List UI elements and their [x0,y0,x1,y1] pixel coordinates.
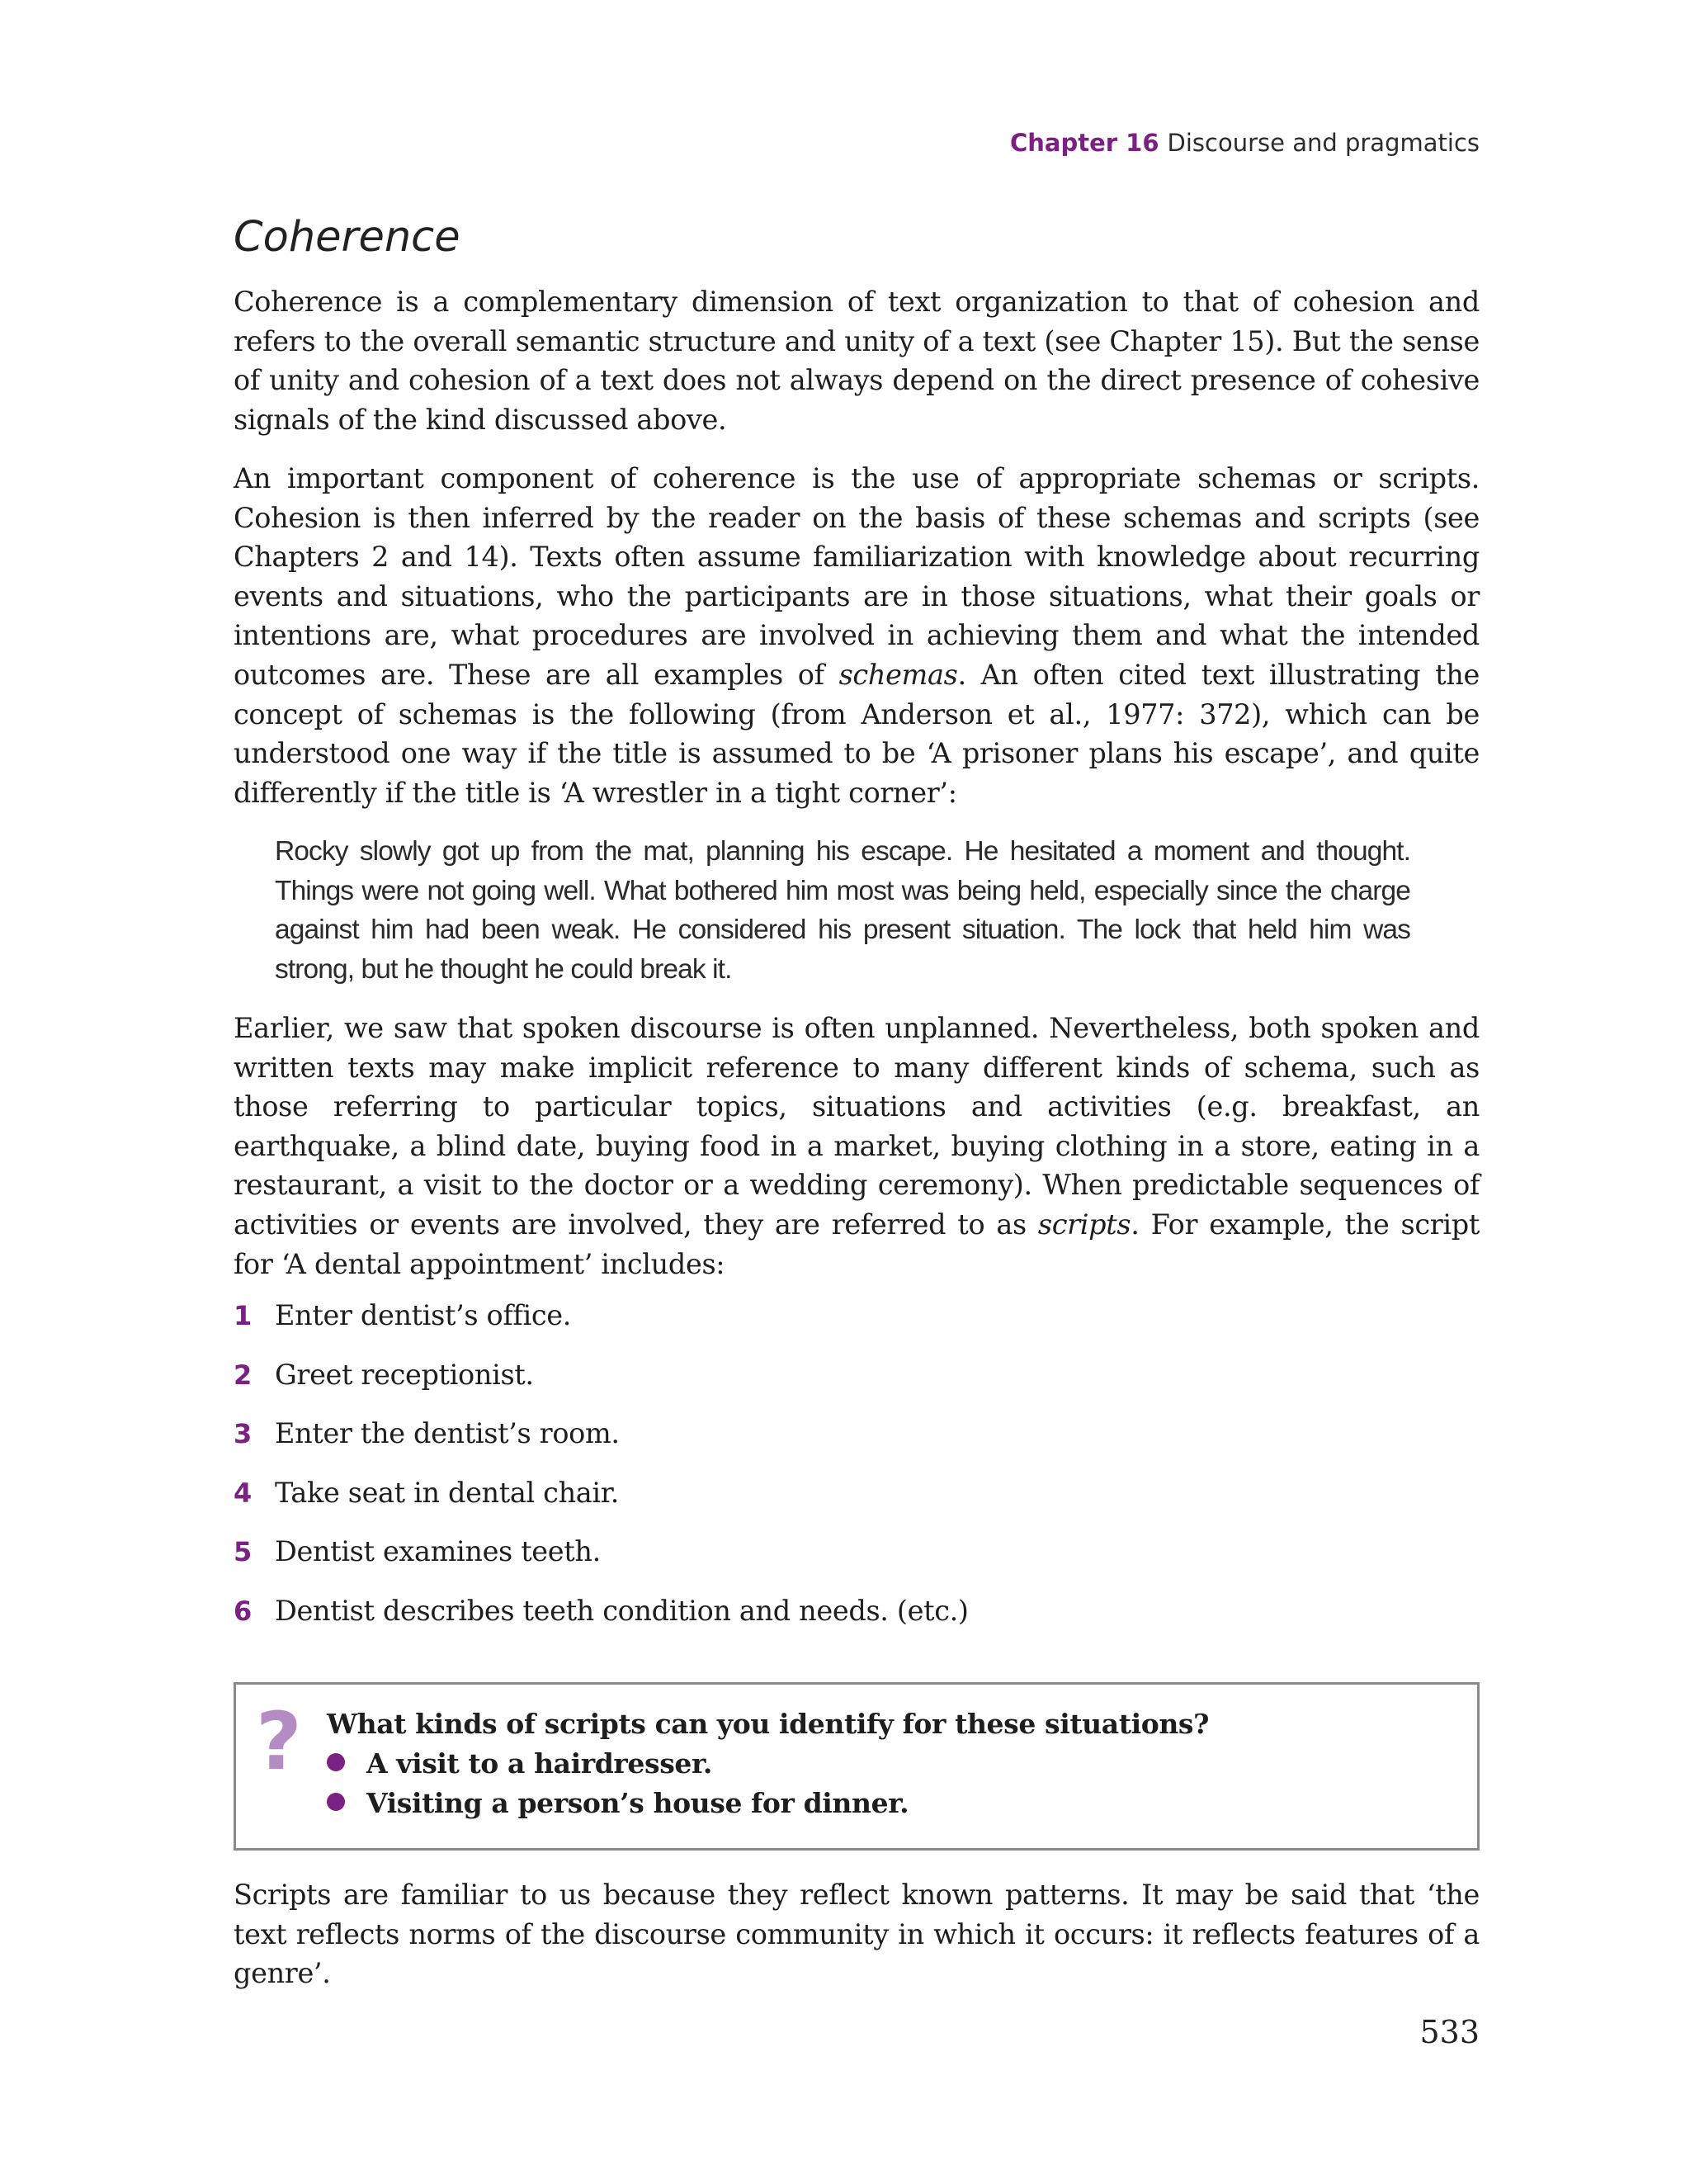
bullet-icon [327,1753,345,1771]
list-item [234,1355,969,1415]
paragraph-scripts [234,1009,1480,1283]
step-number: 2 [234,1359,252,1391]
question-item-text: Visiting a person’s house for dinner. [366,1786,909,1819]
script-steps-list [234,1296,969,1650]
list-item [234,1296,969,1355]
chapter-number: Chapter 16 [1010,129,1159,157]
question-text: What kinds of scripts can you identify for these situations? [327,1708,1210,1740]
step-number: 3 [234,1418,252,1449]
paragraph-genre: Scripts are familiar to us because they reflect known patterns. It may be said that ‘the text reflects norms of the discourse community in which it occurs: it reflects features of a genre’. [234,1879,1480,1990]
list-item [234,1473,969,1533]
step-text: Dentist examines teeth. [275,1535,601,1567]
emphasis-scripts: scripts [1037,1208,1131,1241]
section-title: Coherence [234,213,460,262]
question-box [234,1682,1480,1851]
list-item [327,1744,909,1784]
page-number: 533 [1419,2014,1480,2050]
question-mark-icon: ? [256,1695,302,1788]
question-items [327,1744,909,1822]
block-quote: Rocky slowly got up from the mat, planning his escape. He hesitated a moment and thought. Things were not going well. What bothered him most was being held, especially since the charge against him had been weak. He considered his present situation. The lock that held him was strong, but he thought he could break it. [275,836,1410,985]
paragraph-text: An important component of coherence is the use of appropriate schemas or scripts. Cohesion is then inferred by the reader on the basis of these schemas and scripts (see Chapters 2 and 14). Texts often assume familiarization with knowledge about recurring events and situations, who the participants are in those situations, what their goals or intentions are, what procedures are involved in achieving them and what the intended outcomes are. These are all examples of [234,462,1480,691]
list-item [234,1532,969,1591]
step-text: Take seat in dental chair. [275,1476,620,1509]
emphasis-schemas: schemas [838,658,958,691]
paragraph-schemas [234,459,1480,812]
chapter-title: Discourse and pragmatics [1167,129,1480,157]
step-number: 1 [234,1300,252,1331]
paragraph-coherence-intro: Coherence is a complementary dimension of text organization to that of cohesion and refers to the overall semantic structure and unity of a text (see Chapter 15). But the sense of unity and cohesion of a text does not always depend on the direct presence of cohesive signals of the kind discussed above. [234,286,1480,436]
step-text: Greet receptionist. [275,1358,534,1391]
list-item [234,1591,969,1651]
step-text: Dentist describes teeth condition and needs. (etc.) [275,1594,969,1627]
paragraph-text: . For example, the script for ‘A dental appointment’ includes: [234,1208,1480,1280]
step-text: Enter dentist’s office. [275,1299,572,1331]
step-text: Enter the dentist’s room. [275,1417,620,1449]
paragraph-text: . An often cited text illustrating the concept of schemas is the following (from Anderson et al., 1977: 372), which can be understood one way if the title is assumed to be ‘A prisoner plans his escape’, and quite differently if the title is ‘A wrestler in a tight corner’: [234,658,1480,809]
bullet-icon [327,1793,345,1811]
paragraph-text: Earlier, we saw that spoken discourse is often unplanned. Nevertheless, both spoken and written texts may make implicit reference to many different kinds of schema, such as those referring to particular topics, situations and activities (e.g. breakfast, an earthquake, a blind date, buying food in a market, buying clothing in a store, eating in a restaurant, a visit to the doctor or a wedding ceremony). When predictable sequences of activities or events are involved, they are referred to as [234,1012,1480,1241]
list-item [327,1784,909,1823]
running-head [1010,129,1480,157]
step-number: 6 [234,1595,252,1627]
list-item [234,1414,969,1473]
book-page [234,0,1480,2184]
step-number: 5 [234,1536,252,1567]
question-item-text: A visit to a hairdresser. [366,1747,713,1780]
step-number: 4 [234,1477,252,1509]
